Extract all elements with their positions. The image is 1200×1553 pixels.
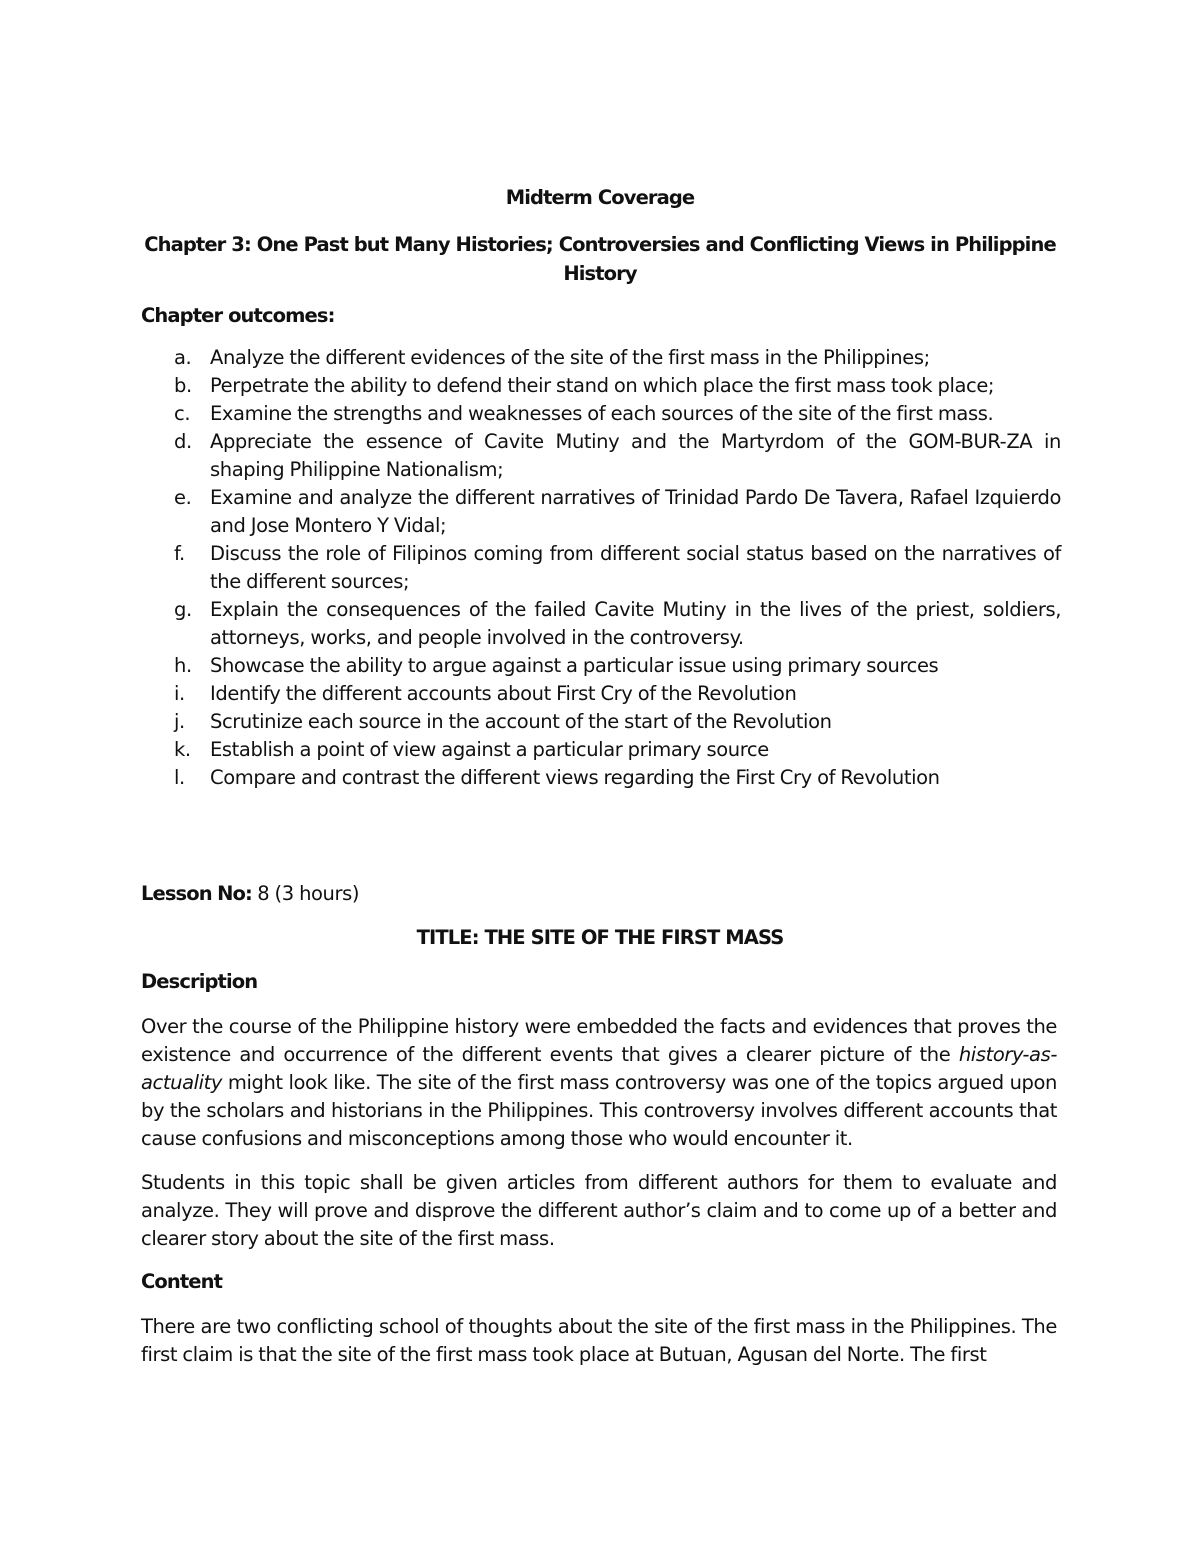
outcomes-heading: Chapter outcomes: (141, 304, 335, 327)
outcomes-list (141, 344, 1061, 792)
list-marker: d. (174, 430, 192, 453)
content-paragraph-1: There are two conflicting school of thoughts about the site of the first mass in the Philippines. The first claim is that the site of the first mass took place at Butuan, Agusan del Norte. The first (141, 1315, 1057, 1366)
list-item-text: Appreciate the essence of Cavite Mutiny and the Martyrdom of the GOM-BUR-ZA in shaping Philippine Nationalism; (210, 430, 1061, 481)
description-italic-term: history-as- actuality (141, 1043, 1057, 1094)
lesson-title: TITLE: THE SITE OF THE FIRST MASS (416, 926, 784, 949)
list-item (141, 596, 1061, 652)
list-item-text: Examine and analyze the different narratives of Trinidad Pardo De Tavera, Rafael Izquierdo and Jose Montero Y Vidal; (210, 486, 1061, 537)
list-item-text: Identify the different accounts about First Cry of the Revolution (210, 682, 797, 705)
content-heading: Content (141, 1270, 223, 1293)
list-marker: f. (174, 542, 185, 565)
list-item-text: Establish a point of view against a particular primary source (210, 738, 769, 761)
lesson-number-value: 8 (3 hours) (251, 882, 360, 905)
list-item-text: Explain the consequences of the failed Cavite Mutiny in the lives of the priest, soldiers, attorneys, works, and people involved in the controversy. (210, 598, 1061, 649)
list-marker: e. (174, 486, 192, 509)
document-header-title: Midterm Coverage (505, 186, 695, 209)
description-paragraph-2: Students in this topic shall be given articles from different authors for them to evaluate and analyze. They will prove and disprove the different author’s claim and to come up of a better and clearer story about the site of the first mass. (141, 1171, 1057, 1250)
list-item-text: Perpetrate the ability to defend their stand on which place the first mass took place; (210, 374, 995, 397)
list-marker: h. (174, 654, 192, 677)
list-item (141, 764, 1061, 792)
list-item-text: Examine the strengths and weaknesses of each sources of the site of the first mass. (210, 402, 994, 425)
list-item (141, 680, 1061, 708)
list-item-text: Analyze the different evidences of the site of the first mass in the Philippines; (210, 346, 930, 369)
list-marker: k. (174, 738, 191, 761)
list-marker: l. (174, 766, 185, 789)
list-item-text: Discuss the role of Filipinos coming from different social status based on the narratives of the different sources; (210, 542, 1061, 593)
list-marker: g. (174, 598, 192, 621)
list-item-text: Scrutinize each source in the account of the start of the Revolution (210, 710, 832, 733)
list-item-text: Compare and contrast the different views regarding the First Cry of Revolution (210, 766, 940, 789)
list-item (141, 540, 1061, 596)
description-text-2: might look like. The site of the first mass controversy was one of the topics argued upon by the scholars and historians in the Philippines. This controversy involves different accounts that cause confusions and misconceptions among those who would encounter it. (141, 1071, 1057, 1150)
list-item (141, 344, 1061, 372)
list-item (141, 428, 1061, 484)
description-heading: Description (141, 970, 258, 993)
list-item-text: Showcase the ability to argue against a particular issue using primary sources (210, 654, 939, 677)
list-marker: b. (174, 374, 192, 397)
list-item (141, 652, 1061, 680)
list-marker: j. (174, 710, 185, 733)
lesson-number (141, 882, 359, 905)
description-paragraph-1 (141, 1013, 1057, 1153)
list-marker: a. (174, 346, 192, 369)
description-text-1: Over the course of the Philippine history were embedded the facts and evidences that proves the existence and occurrence of the different events that gives a clearer picture of the (141, 1015, 1057, 1066)
list-item (141, 372, 1061, 400)
chapter-title: Chapter 3: One Past but Many Histories; Controversies and Conflicting Views in Philippine History (144, 233, 1056, 285)
list-marker: i. (174, 682, 185, 705)
list-item (141, 736, 1061, 764)
list-marker: c. (174, 402, 191, 425)
lesson-number-label: Lesson No: (141, 882, 252, 905)
list-item (141, 400, 1061, 428)
list-item (141, 484, 1061, 540)
list-item (141, 708, 1061, 736)
